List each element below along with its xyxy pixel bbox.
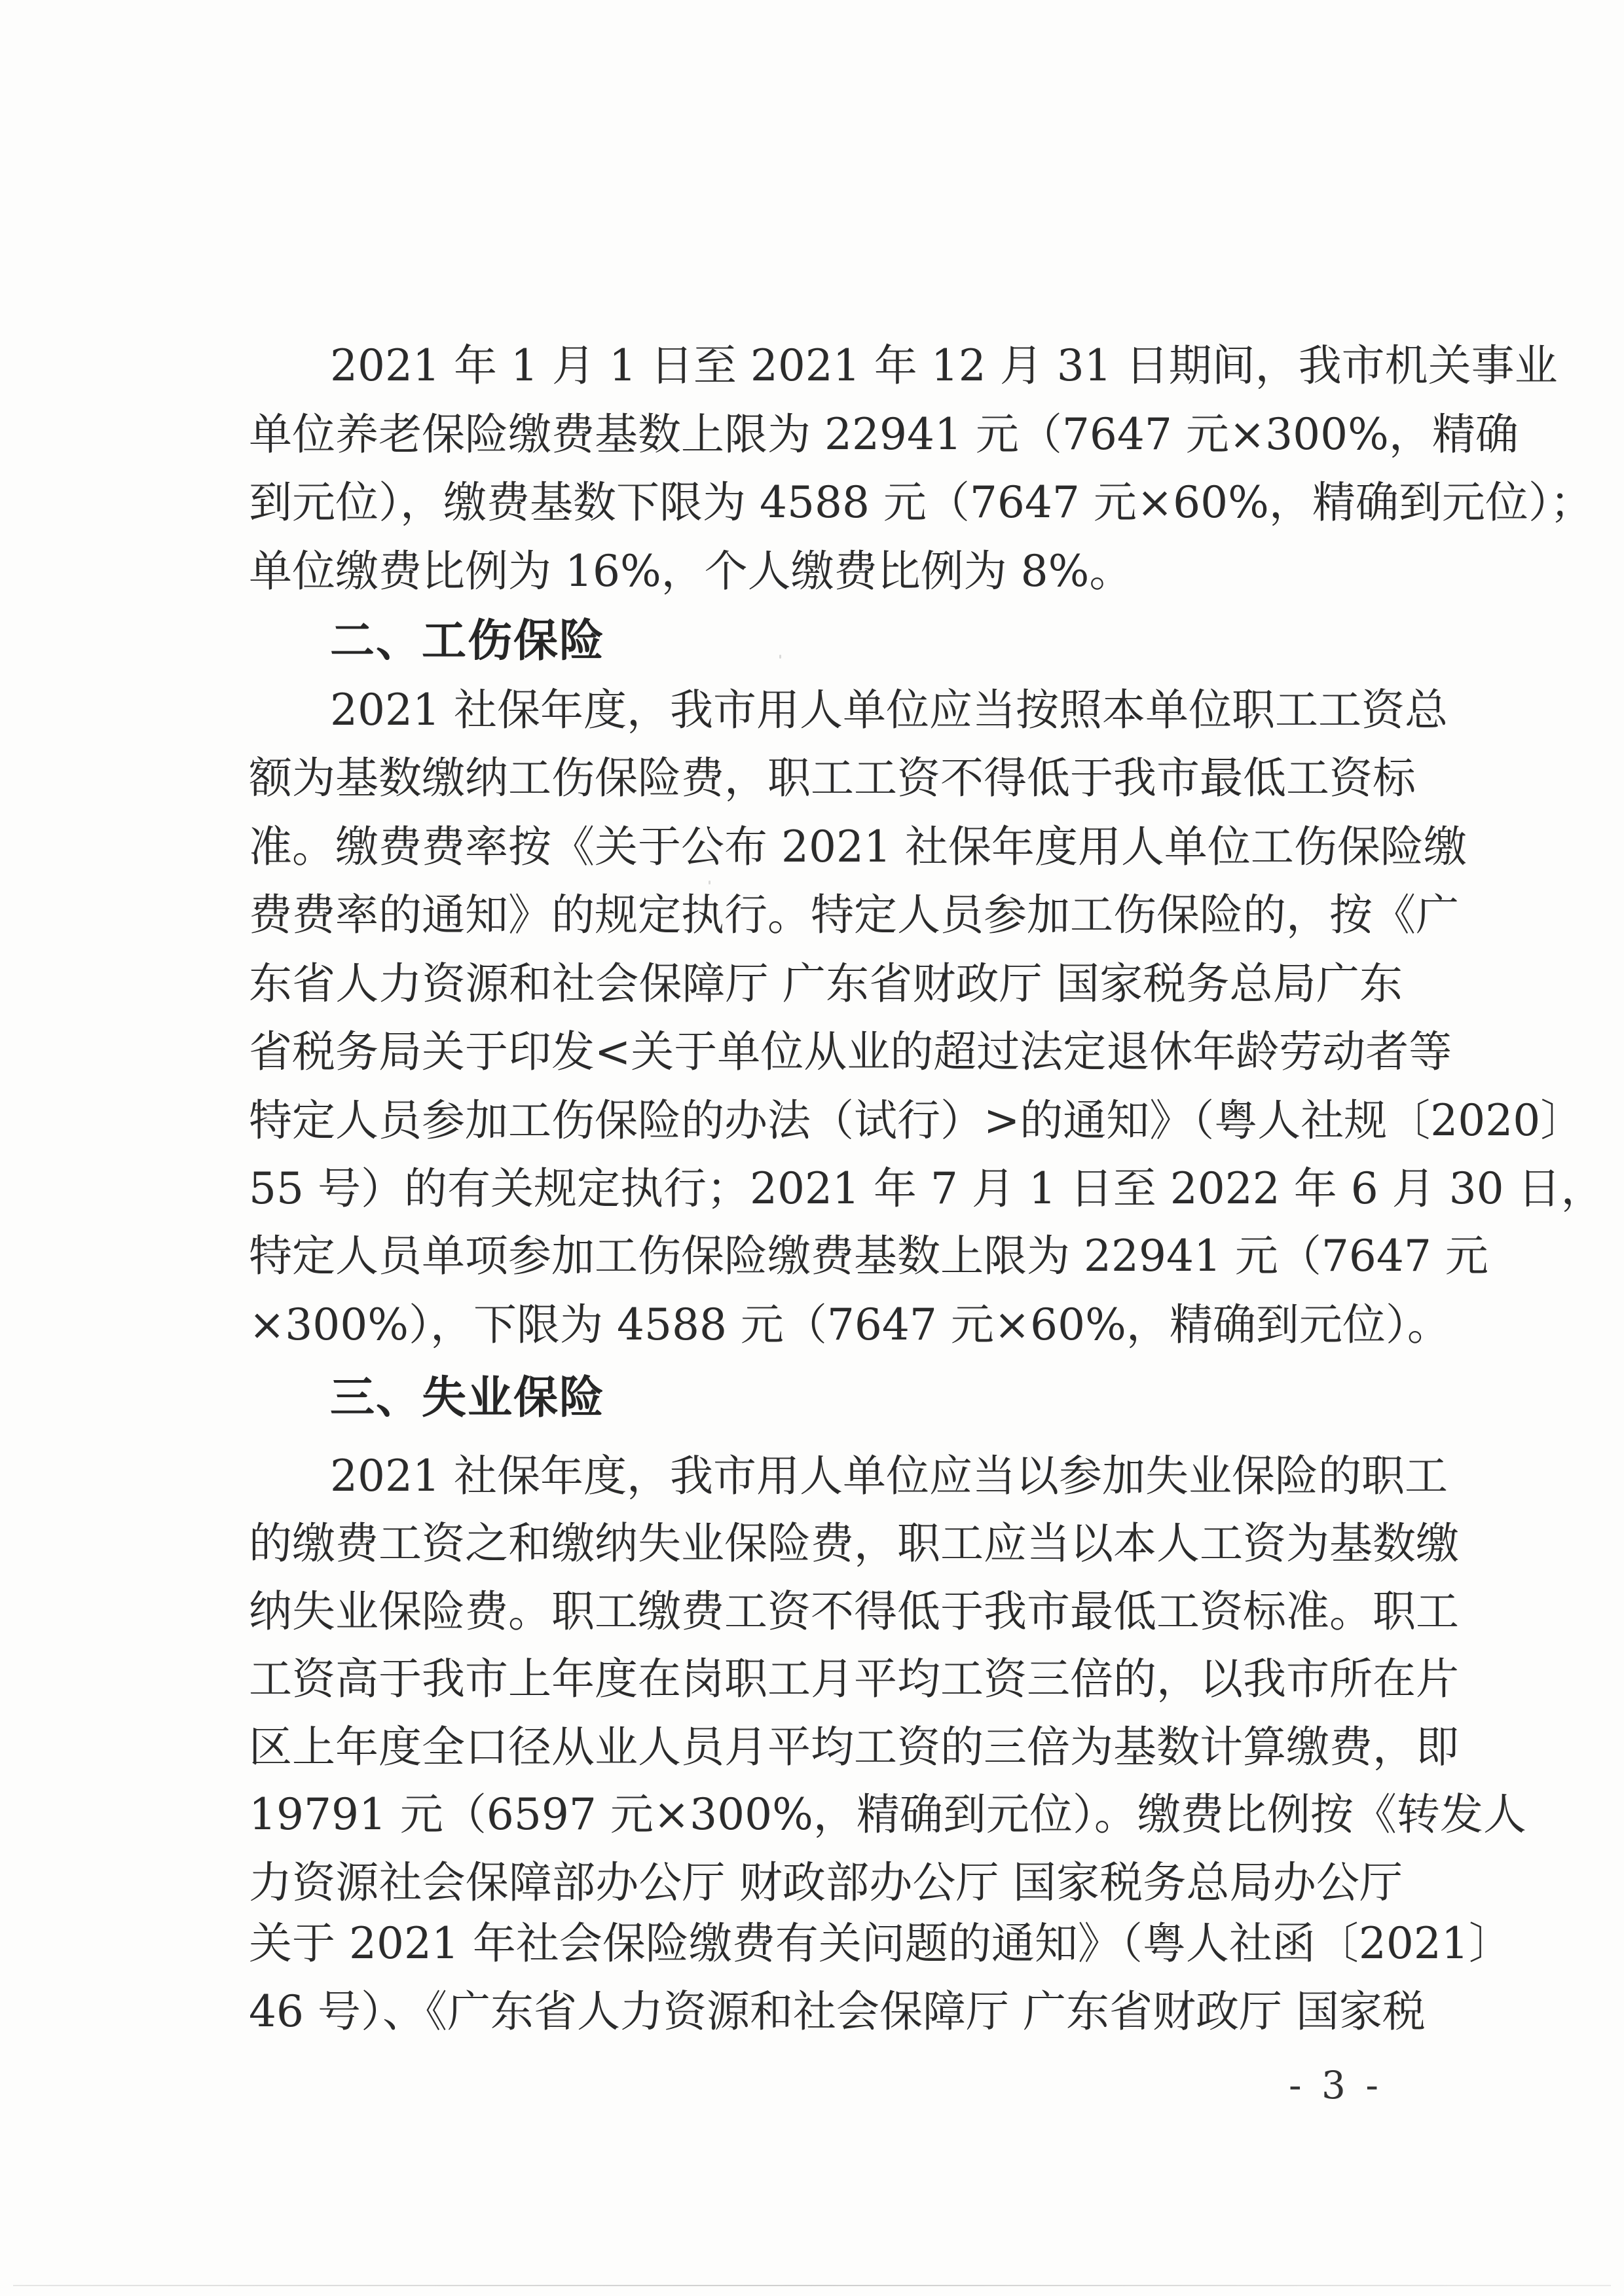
paragraph-line: 2021 社保年度，我市用人单位应当按照本单位职工工资总 bbox=[330, 685, 1448, 735]
section-heading-unemployment: 三、失业保险 bbox=[330, 1372, 606, 1424]
paragraph-line: 东省人力资源和社会保障厅 广东省财政厅 国家税务总局广东 bbox=[249, 958, 1403, 1009]
paragraph-line: 费费率的通知》的规定执行。特定人员参加工伤保险的，按《广 bbox=[249, 890, 1459, 940]
paragraph-line: 关于 2021 年社会保险缴费有关问题的通知》（粤人社函〔2021〕 bbox=[249, 1918, 1512, 1969]
scan-speck bbox=[779, 655, 781, 659]
paragraph-line: 单位缴费比例为 16%，个人缴费比例为 8%。 bbox=[249, 546, 1133, 596]
paragraph-line: 55 号）的有关规定执行；2021 年 7 月 1 日至 2022 年 6 月 30 日， bbox=[249, 1163, 1604, 1214]
paragraph-line: 到元位），缴费基数下限为 4588 元（7647 元×60%，精确到元位）； bbox=[249, 477, 1593, 528]
page-number: - 3 - bbox=[1289, 2063, 1382, 2107]
section-heading-work-injury: 二、工伤保险 bbox=[330, 615, 606, 667]
paragraph-line: 区上年度全口径从业人员月平均工资的三倍为基数计算缴费，即 bbox=[249, 1722, 1459, 1772]
scan-speck bbox=[709, 881, 710, 884]
paragraph-line: 的缴费工资之和缴纳失业保险费，职工应当以本人工资为基数缴 bbox=[249, 1518, 1459, 1569]
paragraph-line: 19791 元（6597 元×300%，精确到元位）。缴费比例按《转发人 bbox=[249, 1789, 1526, 1840]
paragraph-line: 力资源社会保障部办公厅 财政部办公厅 国家税务总局办公厅 bbox=[249, 1857, 1403, 1908]
paragraph-line: 单位养老保险缴费基数上限为 22941 元（7647 元×300%，精确 bbox=[249, 409, 1519, 460]
paragraph-line: 特定人员单项参加工伤保险缴费基数上限为 22941 元（7647 元 bbox=[249, 1231, 1488, 1281]
paragraph-line: 2021 年 1 月 1 日至 2021 年 12 月 31 日期间，我市机关事业 bbox=[330, 340, 1558, 391]
paragraph-line: 纳失业保险费。职工缴费工资不得低于我市最低工资标准。职工 bbox=[249, 1586, 1459, 1637]
paragraph-line: 特定人员参加工伤保险的办法（试行）>的通知》（粤人社规〔2020〕 bbox=[249, 1095, 1584, 1146]
paragraph-line: 准。缴费费率按《关于公布 2021 社保年度用人单位工伤保险缴 bbox=[249, 822, 1467, 872]
paragraph-line: 省税务局关于印发<关于单位从业的超过法定退休年龄劳动者等 bbox=[249, 1027, 1452, 1077]
scan-edge-line bbox=[13, 2285, 1611, 2286]
paragraph-line: 2021 社保年度，我市用人单位应当以参加失业保险的职工 bbox=[330, 1451, 1448, 1501]
paragraph-line: ×300%），下限为 4588 元（7647 元×60%，精确到元位）。 bbox=[249, 1300, 1450, 1350]
paragraph-line: 46 号）、《广东省人力资源和社会保障厅 广东省财政厅 国家税 bbox=[249, 1986, 1426, 2037]
paragraph-line: 额为基数缴纳工伤保险费，职工工资不得低于我市最低工资标 bbox=[249, 753, 1416, 803]
paragraph-line: 工资高于我市上年度在岗职工月平均工资三倍的，以我市所在片 bbox=[249, 1654, 1459, 1704]
